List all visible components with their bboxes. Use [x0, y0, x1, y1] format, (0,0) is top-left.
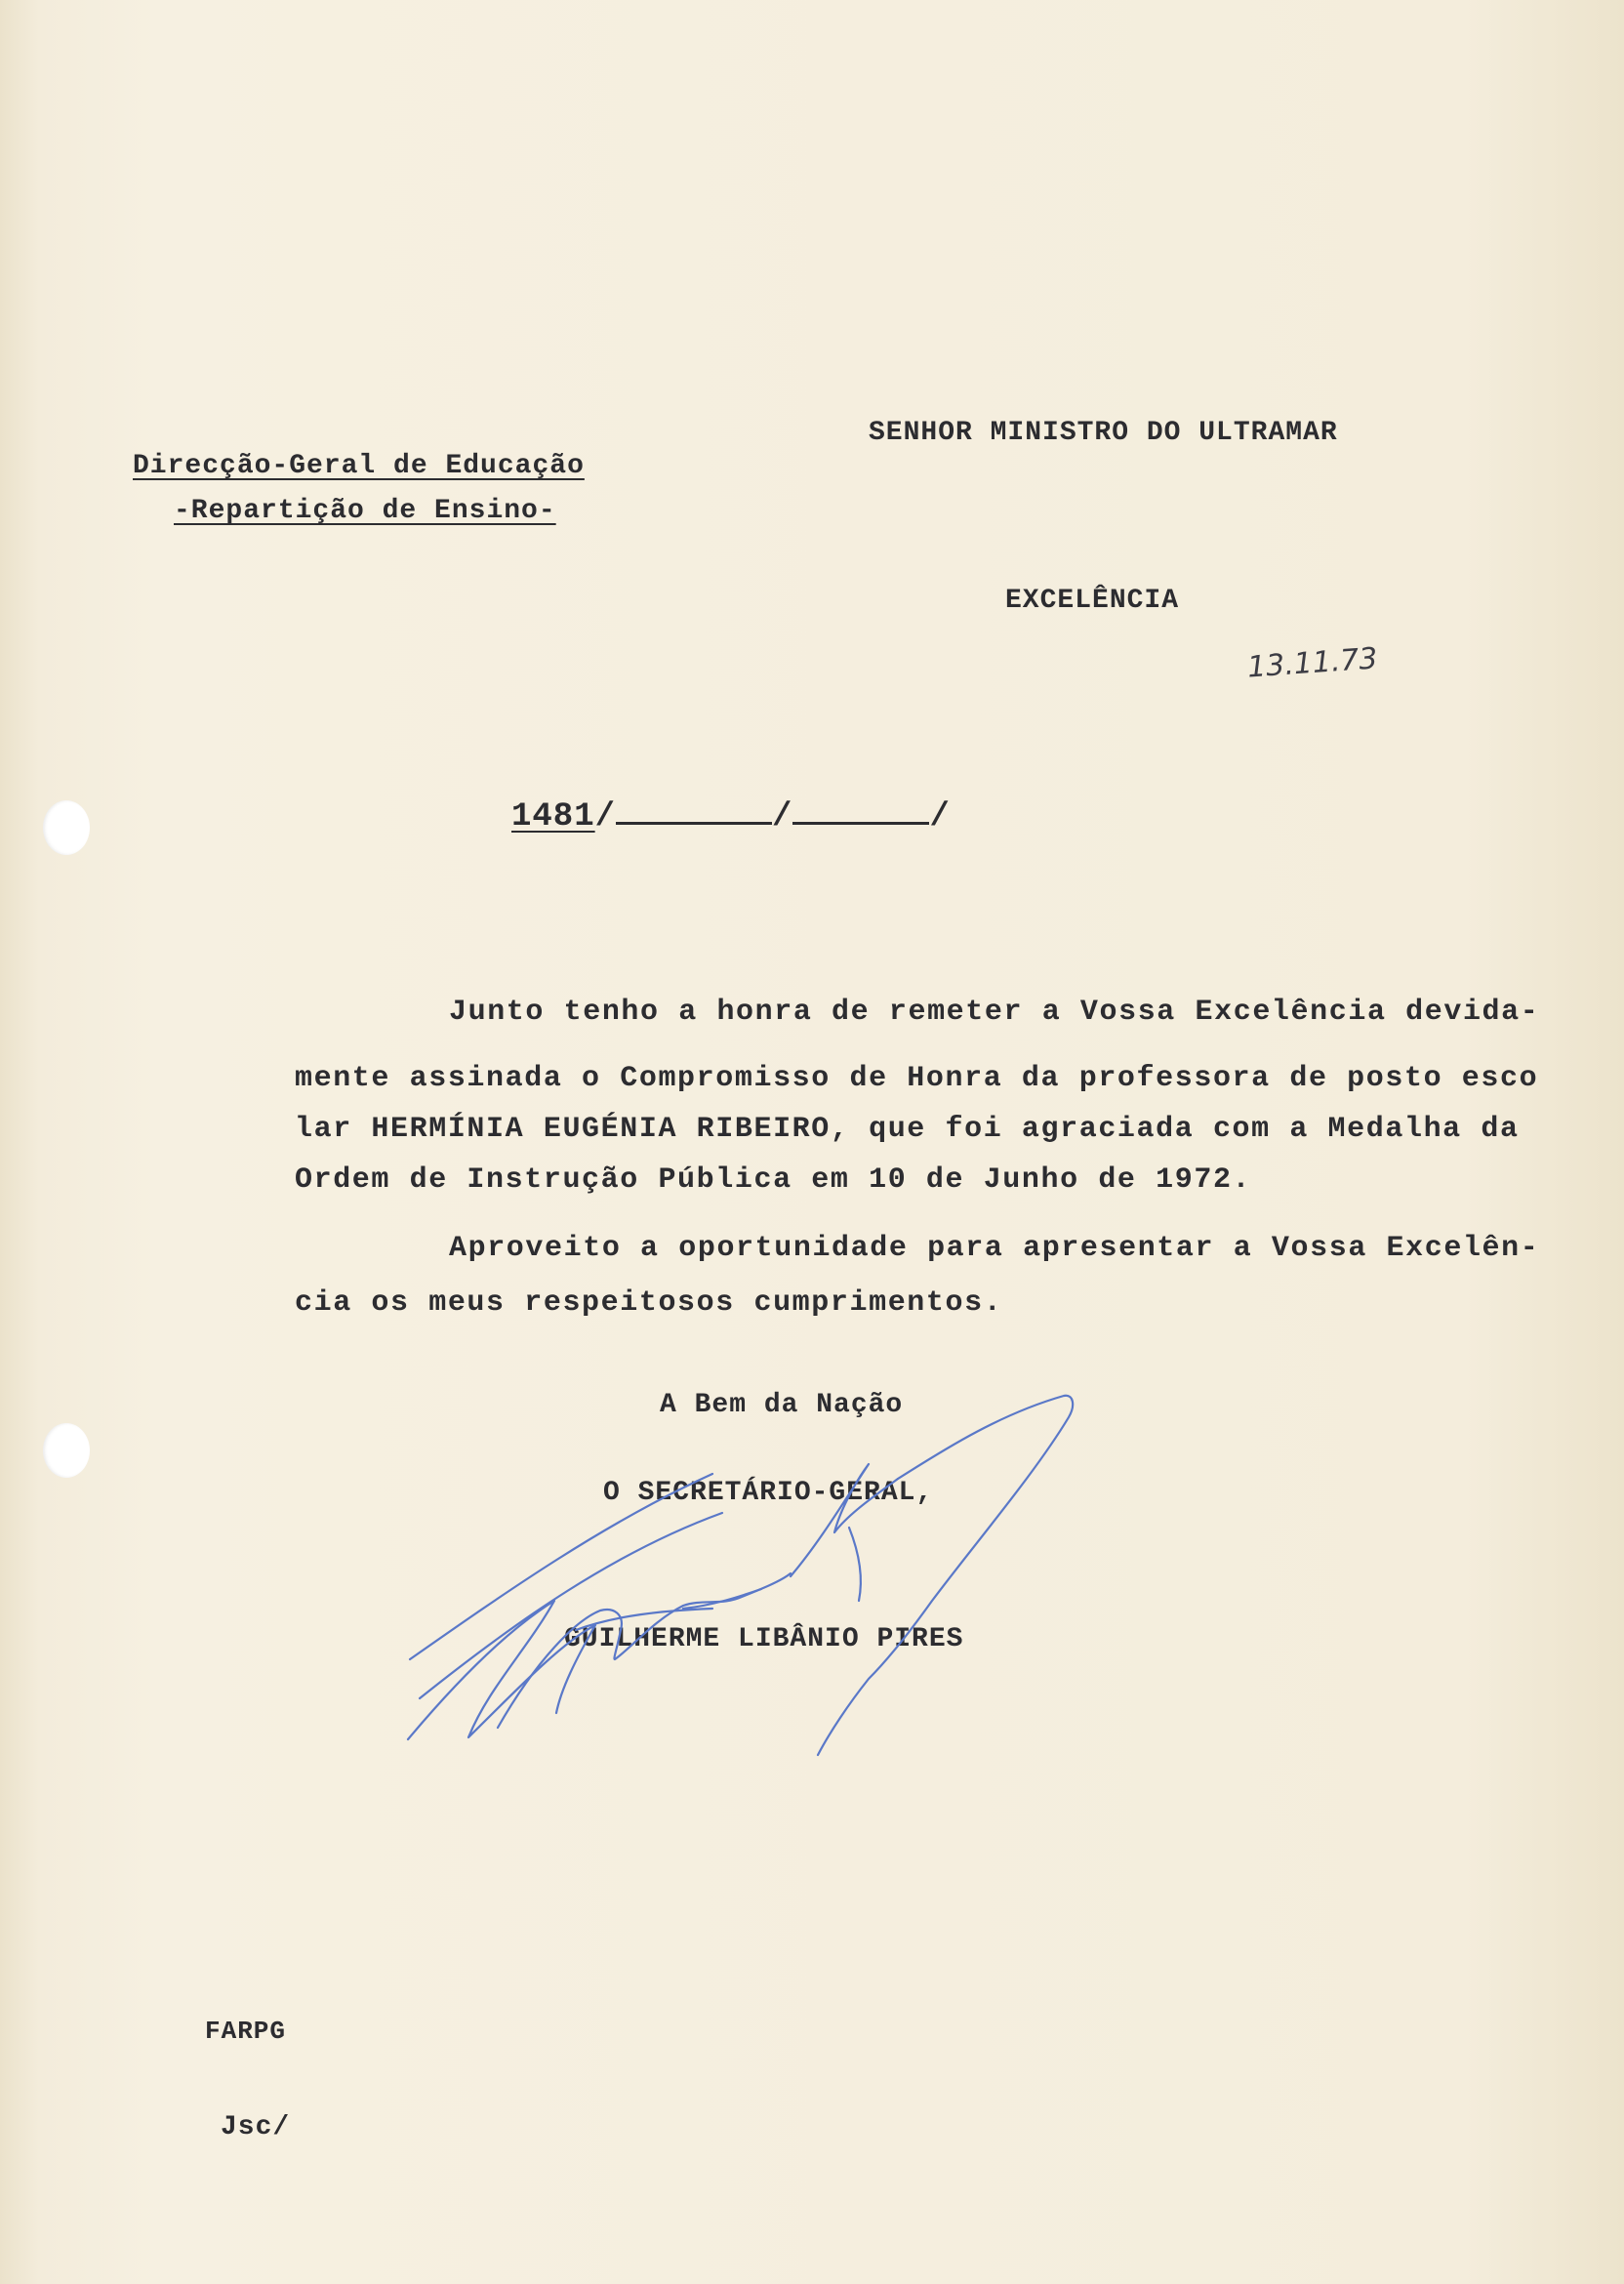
reference-number: 1481	[511, 798, 595, 836]
typist-reference: Jsc/	[221, 2112, 291, 2142]
punch-hole	[43, 800, 90, 855]
reference-separator: /	[594, 798, 617, 836]
body-line: mente assinada o Compromisso de Honra da professora de posto esco	[295, 1062, 1539, 1095]
body-line: Aproveito a oportunidade para apresentar a Vossa Excelên-	[449, 1232, 1540, 1265]
signatory-name: GUILHERME LIBÂNIO PIRES	[564, 1624, 964, 1654]
reference-blank	[792, 796, 929, 825]
salutation: EXCELÊNCIA	[1005, 586, 1180, 616]
department-line2: -Repartição de Ensino-	[174, 496, 556, 526]
addressee: SENHOR MINISTRO DO ULTRAMAR	[869, 418, 1338, 448]
handwritten-date: 13.11.73	[1245, 641, 1379, 685]
body-line: Junto tenho a honra de remeter a Vossa Excelência devida-	[449, 996, 1540, 1029]
punch-hole	[43, 1423, 90, 1478]
closing-motto: A Bem da Nação	[660, 1390, 904, 1420]
body-line: Ordem de Instrução Pública em 10 de Junho de 1972.	[295, 1163, 1252, 1197]
reference-blank	[616, 796, 772, 825]
reference-separator: /	[772, 798, 793, 836]
footer-initials: FARPG	[205, 2017, 287, 2046]
reference-separator: /	[929, 798, 951, 836]
body-line: lar HERMÍNIA EUGÉNIA RIBEIRO, que foi agraciada com a Medalha da	[295, 1113, 1520, 1146]
signature-mark	[390, 1366, 1093, 1776]
department-line1: Direcção-Geral de Educação	[133, 451, 585, 481]
body-line: cia os meus respeitosos cumprimentos.	[295, 1286, 1003, 1320]
closing-title: O SECRETÁRIO-GERAL,	[603, 1478, 934, 1508]
reference-line	[511, 796, 951, 836]
